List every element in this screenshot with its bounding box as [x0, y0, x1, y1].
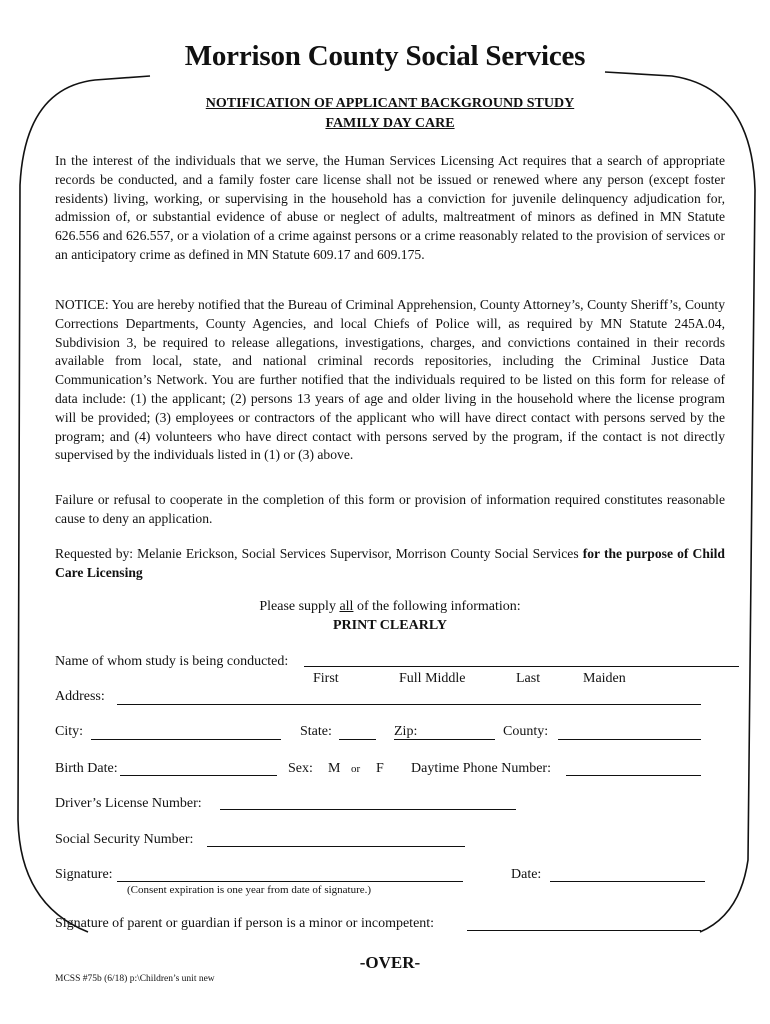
birth-date-field[interactable]	[120, 775, 277, 776]
date-field[interactable]	[550, 881, 705, 882]
requested-by-text: Requested by: Melanie Erickson, Social Services Supervisor, Morrison County Social Services	[55, 546, 583, 561]
sex-option-male[interactable]: M	[328, 761, 341, 776]
birth-date-label: Birth Date:	[55, 761, 118, 776]
name-field[interactable]	[304, 666, 739, 667]
name-maiden-caption: Maiden	[583, 671, 626, 686]
address-field[interactable]	[117, 704, 701, 705]
name-first-caption: First	[313, 671, 339, 686]
state-field[interactable]	[339, 739, 376, 740]
name-middle-caption: Full Middle	[399, 671, 466, 686]
consent-note: (Consent expiration is one year from date of signature.)	[127, 884, 372, 896]
phone-label: Daytime Phone Number:	[411, 761, 551, 776]
sex-option-female[interactable]: F	[376, 761, 384, 776]
form-subtitle: FAMILY DAY CARE	[325, 116, 455, 131]
state-label: State:	[300, 724, 332, 739]
zip-field[interactable]	[394, 739, 495, 740]
ssn-field[interactable]	[207, 846, 465, 847]
intro-paragraph: In the interest of the individuals that we serve, the Human Services Licensing Act requires that a search of appropriate records be conducted, and a family foster care license shall not be issued or renewed where any person (except foster residents) living, working, or supervising in the household has a conviction for juvenile delinquency adjudication for, admission of, or substantial evidence of abuse or neglect of adults, maltreatment of minors as defined in MN Statute 626.556 and 626.557, or a violation of a crime against persons or a crime reasonably related to the provision of services or an anticipatory crime as defined in MN Statute 609.17 and 609.175.	[55, 153, 725, 262]
county-label: County:	[503, 724, 549, 739]
signature-label: Signature:	[55, 867, 113, 882]
form-code: MCSS #75b (6/18) p:\Children’s unit new	[55, 974, 215, 984]
notice-paragraph: NOTICE: You are hereby notified that the Bureau of Criminal Apprehension, County Attorney’s, County Sheriff’s, County Corrections Departments, County Agencies, and local Chiefs of Police will, as required by MN Statute 245A.04, Subdivision 3, be required to release allegations, investigations, charges, and convictions contained in their records available from local, state, and national criminal records repositories, including the Criminal Justice Data Communication’s Network. You are further notified that the individuals required to be listed on this form for release of data include: (1) the applicant; (2) persons 13 years of age and older living in the household where the license program will be provided; (3) employees or contractors of the applicant who will have direct contact with persons served by the program; and (4) volunteers who have direct contact with persons served by the program, if the contact is not directly supervised by the individuals listed in (1) or (3) above.	[55, 297, 725, 463]
form-title: NOTIFICATION OF APPLICANT BACKGROUND STUDY	[205, 96, 575, 111]
print-clearly: PRINT CLEARLY	[333, 618, 447, 633]
guardian-signature-field[interactable]	[467, 930, 701, 931]
supply-prefix: Please supply	[259, 599, 340, 614]
zip-label: Zip:	[394, 724, 418, 739]
supply-emphasis: all	[339, 599, 354, 614]
page-title: Morrison County Social Services	[184, 40, 586, 72]
city-field[interactable]	[91, 739, 281, 740]
sex-or: or	[351, 763, 361, 775]
date-label: Date:	[511, 867, 542, 882]
guardian-signature-label: Signature of parent or guardian if person is a minor or incompetent:	[55, 916, 435, 931]
sex-label: Sex:	[288, 761, 313, 776]
county-field[interactable]	[558, 739, 701, 740]
city-label: City:	[55, 724, 84, 739]
supply-suffix: of the following information:	[353, 599, 521, 614]
signature-field[interactable]	[117, 881, 463, 882]
failure-paragraph: Failure or refusal to cooperate in the completion of this form or provision of information required constitutes reasonable cause to deny an application.	[55, 492, 725, 526]
requested-by-paragraph	[55, 545, 725, 583]
license-label: Driver’s License Number:	[55, 796, 202, 811]
ssn-label: Social Security Number:	[55, 832, 194, 847]
name-label: Name of whom study is being conducted:	[55, 654, 289, 669]
address-label: Address:	[55, 689, 105, 704]
name-last-caption: Last	[516, 671, 541, 686]
license-field[interactable]	[220, 809, 516, 810]
over-marker: -OVER-	[359, 953, 421, 972]
phone-field[interactable]	[566, 775, 701, 776]
supply-instruction	[0, 599, 770, 615]
purpose-text: for the purpose of Child Care Licensing	[55, 546, 725, 580]
